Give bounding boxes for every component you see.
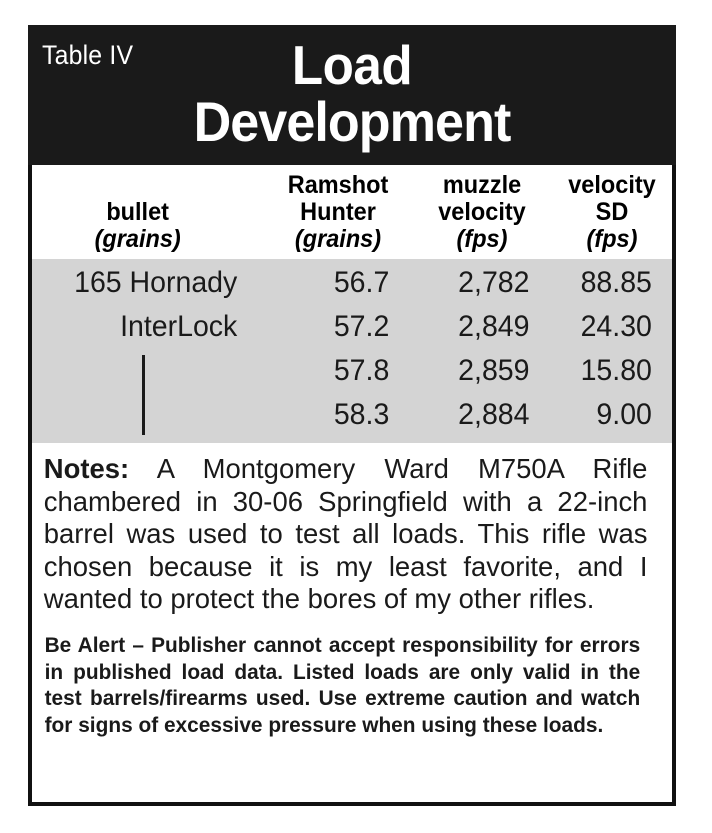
- cell-velocity-sd: 88.85: [580, 266, 652, 299]
- column-header-bullet-line2: bullet: [106, 198, 169, 226]
- column-header-sd-line1: velocity: [568, 171, 656, 199]
- column-header-velocity: [416, 172, 548, 255]
- table-title-line-1: Load: [291, 34, 413, 96]
- cell-powder-charge: 58.3: [333, 398, 390, 431]
- column-header-powder: [268, 172, 407, 255]
- cell-muzzle-velocity: 2,849: [458, 310, 530, 343]
- bullet-continuation-bar: [142, 355, 145, 435]
- table-number-label: Table IV: [42, 40, 134, 70]
- table-body-frame: [28, 165, 676, 806]
- column-header-powder-line2: Hunter: [300, 198, 376, 226]
- column-header-bullet: [39, 172, 257, 255]
- table-data-block: [32, 259, 672, 443]
- cell-muzzle-velocity: 2,884: [458, 398, 530, 431]
- table-row: [32, 261, 672, 305]
- table-title: [51, 34, 654, 154]
- cell-powder-charge: 57.8: [333, 354, 390, 387]
- cell-bullet: 165 Hornady: [74, 266, 238, 299]
- notes-label: Notes:: [43, 453, 130, 484]
- column-header-powder-line1: Ramshot: [287, 171, 389, 199]
- table-column-headers: [32, 165, 672, 259]
- column-header-velocity-line1: muzzle: [442, 171, 522, 199]
- load-development-table: [28, 25, 676, 806]
- cell-muzzle-velocity: 2,859: [458, 354, 530, 387]
- table-row: [32, 305, 672, 349]
- be-alert-text: Be Alert – Publisher cannot accept responsibility for errors in published load data. Listed loads are only valid in the test barrels/firearms used. Use extreme caution and watch for signs of excessive pressure when using these loads.: [44, 633, 641, 738]
- table-row: [32, 349, 672, 393]
- cell-bullet: InterLock: [120, 310, 238, 343]
- column-header-sd-unit: (fps): [586, 225, 638, 253]
- notes-section: [32, 443, 659, 618]
- cell-velocity-sd: 15.80: [580, 354, 652, 387]
- table-title-banner: [28, 25, 676, 165]
- column-header-velocity-line2: velocity: [438, 198, 526, 226]
- table-title-line-2: Development: [193, 90, 511, 154]
- column-header-velocity-unit: (fps): [456, 225, 508, 253]
- table-row: [32, 393, 672, 437]
- cell-velocity-sd: 9.00: [596, 398, 652, 431]
- be-alert-disclaimer: [32, 618, 653, 739]
- cell-muzzle-velocity: 2,782: [458, 266, 530, 299]
- cell-velocity-sd: 24.30: [580, 310, 652, 343]
- column-header-bullet-unit: (grains): [94, 225, 181, 253]
- column-header-sd-line2: SD: [595, 198, 629, 226]
- notes-text: A Montgomery Ward M750A Rifle chambered in 30-06 Springfield with a 22-inch barrel was used to test all loads. This rifle was chosen because it is my least favorite, and I wanted to protect the bores of my other rifles.: [43, 453, 648, 615]
- cell-powder-charge: 57.2: [333, 310, 390, 343]
- column-header-powder-unit: (grains): [294, 225, 382, 253]
- cell-powder-charge: 56.7: [333, 266, 390, 299]
- column-header-velocity-sd: [556, 172, 669, 255]
